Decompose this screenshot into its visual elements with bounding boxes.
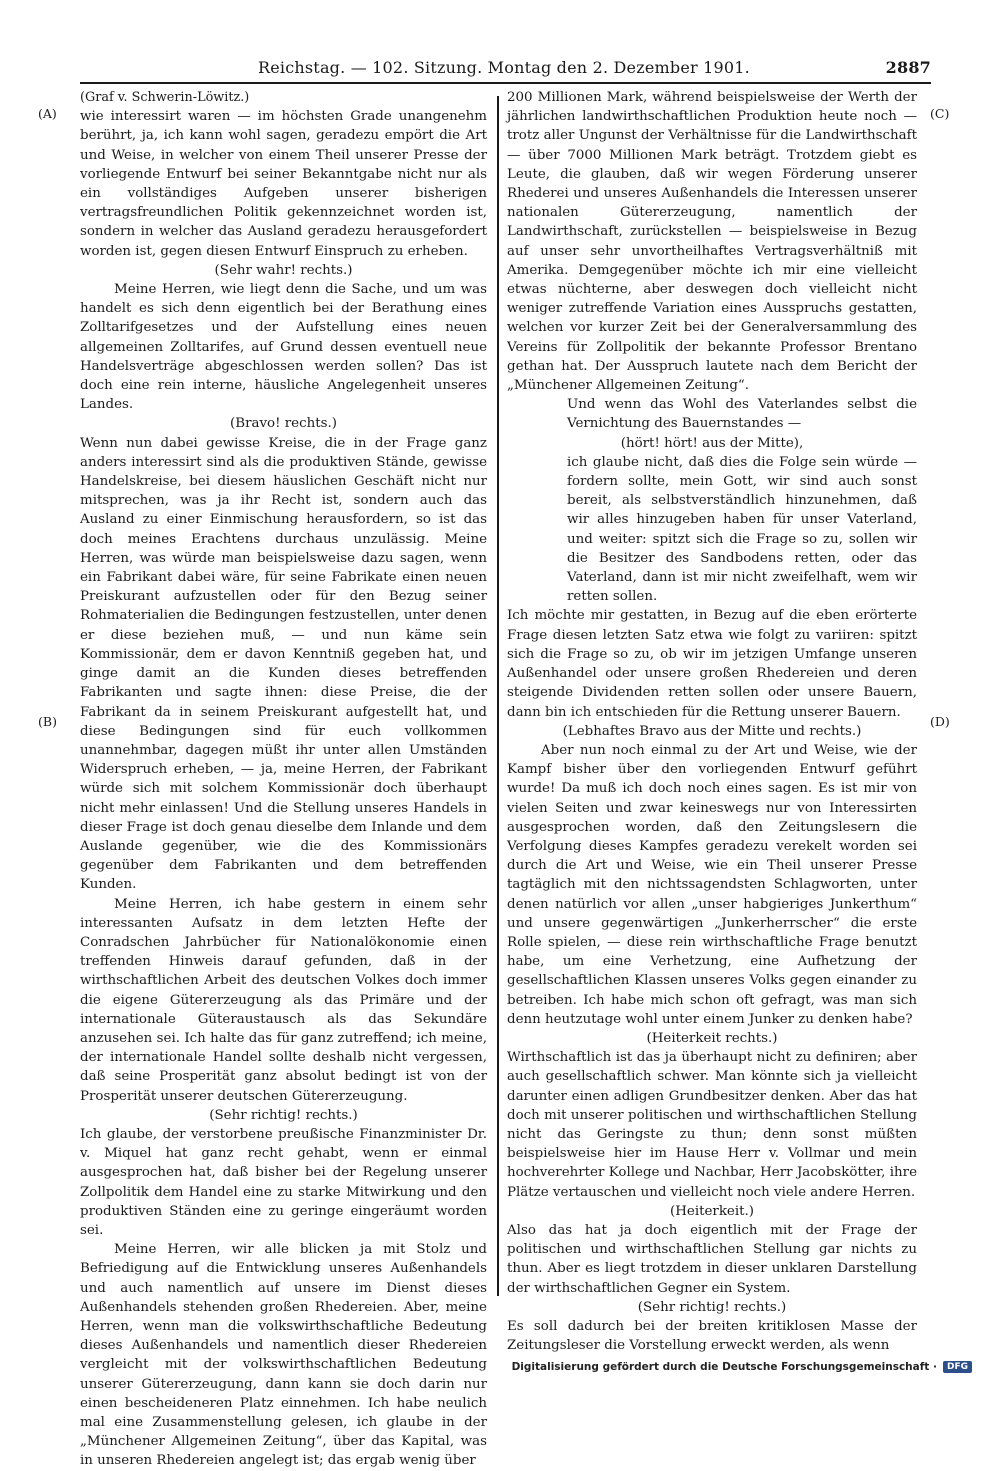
paragraph: Ich möchte mir gestatten, in Bezug auf die eben erörterte Frage diesen letzten Satz etwa wie folgt zu variiren: spitzt sich die Frage so zu, ob wir im jetzigen Umfange unseren Außenhandel oder unsere großen Rhedereien und deren steigende Dividenden retten sollen oder unsere Bauern, dann bin ich entschieden für die Rettung unserer Bauern. [507,608,917,720]
paragraph: 200 Millionen Mark, während beispielsweise der Werth der jährlichen landwirthschaftlichen Produktion heute noch — trotz aller Ungunst der Verhältnisse für die Landwirthschaft — über 7000 Millionen Mark beträgt. Trotzdem giebt es Leute, die glauben, daß wir wegen Förderung unserer Rhederei und unseres Außenhandels die Interessen unserer nationalen Gütererzeugung, namentlich der Landwirthschaft, zurückstellen — beispielsweise in Bezug auf unser sehr unvortheilhaftes Vertragsverhältniß mit Amerika. Demgegenüber möchte ich mir eine vielleicht etwas nüchterne, aber deswegen doch vielleicht nicht weniger zutreffende Variation eines Ausspruchs gestatten, welchen vor kurzer Zeit bei der Generalversammlung des Vereins für Zollpolitik der bekannte Professor Brentano gethan hat. Der Ausspruch lautete nach dem Bericht der „Münchener Allgemeinen Zeitung“. [507,90,917,394]
margin-mark-b: (B) [38,714,57,729]
page-header [60,58,935,80]
reaction-note: (Heiterkeit rechts.) [646,1030,778,1046]
paragraph: Wirthschaftlich ist das ja überhaupt nicht zu definiren; aber auch gesellschaftlich schwer. Man könnte sich ja vielleicht darunter einen adligen Grundbesitzer denken. Aber das hat doch mit unserer politischen und wirthschaftlichen Stellung nicht das Geringste zu thun; denn sonst müßten beispielsweise hier im Hause Herr v. Vollmar und mein hochverehrter Kollege und Nachbar, Herr Jacobskötter, ihre Plätze vertauschen und vielleicht noch viele andere Herren. [507,1050,917,1200]
margin-mark-a: (A) [38,106,57,121]
reaction-note: (Sehr richtig! rechts.) [209,1107,358,1123]
reaction-note: (Sehr wahr! rechts.) [214,262,353,278]
paragraph: Meine Herren, wir alle blicken ja mit Stolz und Befriedigung auf die Entwicklung unseres Außenhandels und auch namentlich auf unsere im Dienst dieses Außenhandels stehenden großen Rhedereien. Aber, meine Herren, wenn man die volkswirthschaftliche Bedeutung dieses Außenhandels und namentlich dieser Rhedereien vergleicht mit der volkswirthschaftlichen Bedeutung unserer Gütererzeugung, dann kann sie doch darin nur einen bescheideneren Platz einnehmen. Ich habe neulich mal eine Zusammenstellung gelesen, ich glaube in der „Münchener Allgemeinen Zeitung“, über das Kapital, was in unseren Rhedereien angelegt ist; das ergab wenig über [80,1242,487,1469]
digitization-credit [512,1361,972,1373]
header-title: Reichstag. — 102. Sitzung. Montag den 2. Dezember 1901. [258,58,750,77]
margin-mark-c: (C) [930,106,950,121]
column-divider [497,96,499,1296]
reaction-note: (hört! hört! aus der Mitte), [620,435,804,451]
reaction-note: (Lebhaftes Bravo aus der Mitte und rechts.) [562,723,862,739]
reaction-note: (Bravo! rechts.) [230,416,337,432]
paragraph: Meine Herren, wie liegt denn die Sache, und um was handelt es sich denn eigentlich bei der Berathung eines Zolltarifgesetzes und der Aufstellung eines neuen allgemeinen Zolltarifes, auf Grund dessen eventuell neue Handelsverträge abgeschlossen werden sollen? Das ist doch eine rein interne, häusliche Angelegenheit unseres Landes. [80,282,487,413]
margin-mark-d: (D) [930,714,950,729]
reaction-note: (Heiterkeit.) [670,1203,754,1219]
speaker-attribution: (Graf v. Schwerin-Löwitz.) [80,90,250,105]
header-rule [80,82,931,84]
paragraph: Ich glaube, der verstorbene preußische Finanzminister Dr. v. Miquel hat ganz recht gehabt, wenn er einmal ausgesprochen hat, daß bisher bei der Regelung unserer Zollpolitik dem Handel eine zu starke Mitwirkung und den produktiven Ständen eine zu geringe eingeräumt worden sei. [80,1126,487,1238]
quotation: ich glaube nicht, daß dies die Folge sein würde — fordern sollte, mein Gott, wir sind auch sonst bereit, als selbstverständlich hinzunehmen, daß wir alles hinzugeben haben für unser Vaterland, und weiter: spitzt sich die Frage so zu, sollen wir die Besitzer des Sandbodens retten, oder das Vaterland, dann ist mir nicht zweifelhaft, wem wir retten sollen. [567,454,917,605]
paragraph: wie interessirt waren — im höchsten Grade unangenehm berührt, ja, ich kann wohl sagen, geradezu empört die Art und Weise, in welcher von einem Theil unserer Presse der vorliegende Entwurf bei seiner Bekanntgabe nicht nur als ein vollständiges Aufgeben unserer bisherigen vertragsfreundlichen Politik gekennzeichnet worden ist, sondern in welcher das Ausland geradezu herausgefordert worden ist, gegen diesen Entwurf Einspruch zu erheben. [80,109,487,259]
left-column [80,88,487,1471]
right-column [507,88,917,1355]
paragraph: Meine Herren, ich habe gestern in einem sehr interessanten Aufsatz in dem letzten Hefte der Conradschen Jahrbücher für Nationalökonomie einen treffenden Hinweis darauf gefunden, daß in der wirthschaftlichen Arbeit des deutschen Volkes doch immer die eigene Gütererzeugung als das Primäre und der internationale Güteraustausch als das Sekundäre anzusehen sei. Ich halte das für ganz zutreffend; ich meine, der internationale Handel sollte deshalb nicht vergessen, daß seine Prosperität ganz absolut bedingt ist von der Prosperität unserer deutschen Gütererzeugung. [80,896,487,1104]
paragraph: Aber nun noch einmal zu der Art und Weise, wie der Kampf bisher über den vorliegenden Entwurf geführt wurde! Da muß ich doch noch eines sagen. Es ist mir von vielen Seiten und zwar keineswegs nur von Interessirten ausgesprochen worden, daß den Zeitungslesern die Verfolgung dieses Kampfes geradezu verekelt worden sei durch die Art und Weise, wie ein Theil unserer Presse tagtäglich mit den nichtssagendsten Schlagworten, unter denen natürlich vor allen „unser habgieriges Junkerthum“ und unsere gegenwärtigen „Junkerherrscher“ die erste Rolle spielen, — diese rein wirthschaftliche Frage benutzt habe, um eine Verhetzung, eine Aufhetzung der gesellschaftlichen Klassen unseres Volks gegen einander zu betreiben. Ich habe mich schon oft gefragt, was man sich denn heutzutage wohl unter einem Junker zu denken habe? [507,742,917,1027]
reaction-note: (Sehr richtig! rechts.) [637,1299,787,1315]
quotation: Und wenn das Wohl des Vaterlandes selbst die Vernichtung des Bauernstandes — [567,397,917,432]
credit-text: Digitalisierung gefördert durch die Deutsche Forschungsgemeinschaft · [511,1361,937,1373]
paragraph: Also das hat ja doch eigentlich mit der Frage der politischen und wirthschaftlichen Stellung gar nichts zu thun. Aber es liegt trotzdem in dieser unklaren Darstellung der wirthschaftlichen Gegner ein System. [507,1222,917,1296]
paragraph: Es soll dadurch bei der breiten kritiklosen Masse der Zeitungsleser die Vorstellung erweckt werden, als wenn [507,1319,917,1354]
dfg-logo: DFG [943,1361,972,1373]
paragraph: Wenn nun dabei gewisse Kreise, die in der Frage ganz anders interessirt sind als die produktiven Stände, gewisse Handelskreise, bei diesem häuslichen Geschäft nicht nur mitsprechen, was ja ihr Recht ist, sondern auch das Ausland zu einer Einmischung herausfordern, so ist das doch meines Erachtens durchaus unzulässig. Meine Herren, was würde man beispielsweise dazu sagen, wenn ein Fabrikant dabei wäre, für seine Fabrikate einen neuen Preiskurant aufzustellen oder für den Bezug seiner Rohmaterialien die Bedingungen festzustellen, unter denen er diese beziehen muß, — und nun käme sein Kommissionär, dem er davon Kenntniß gegeben hat, und ginge damit an die Kunden dieses betreffenden Fabrikanten und sagte ihnen: diese Preise, die der Fabrikant da in seinem Preiskurant aufgestellt hat, und diese Bedingungen sind für euch vollkommen unannehmbar, dagegen müßt ihr unter allen Umständen Widerspruch erheben, — ja, meine Herren, der Fabrikant würde sich mit solchem Kommissionär doch überhaupt nicht mehr einlassen! Und die Stellung unseres Handels in dieser Frage ist doch genau dieselbe dem Inlande und dem Auslande gegenüber, wie die des Kommissionärs gegenüber dem Fabrikanten und dem betreffenden Kunden. [80,435,487,893]
page-number: 2887 [885,58,931,77]
